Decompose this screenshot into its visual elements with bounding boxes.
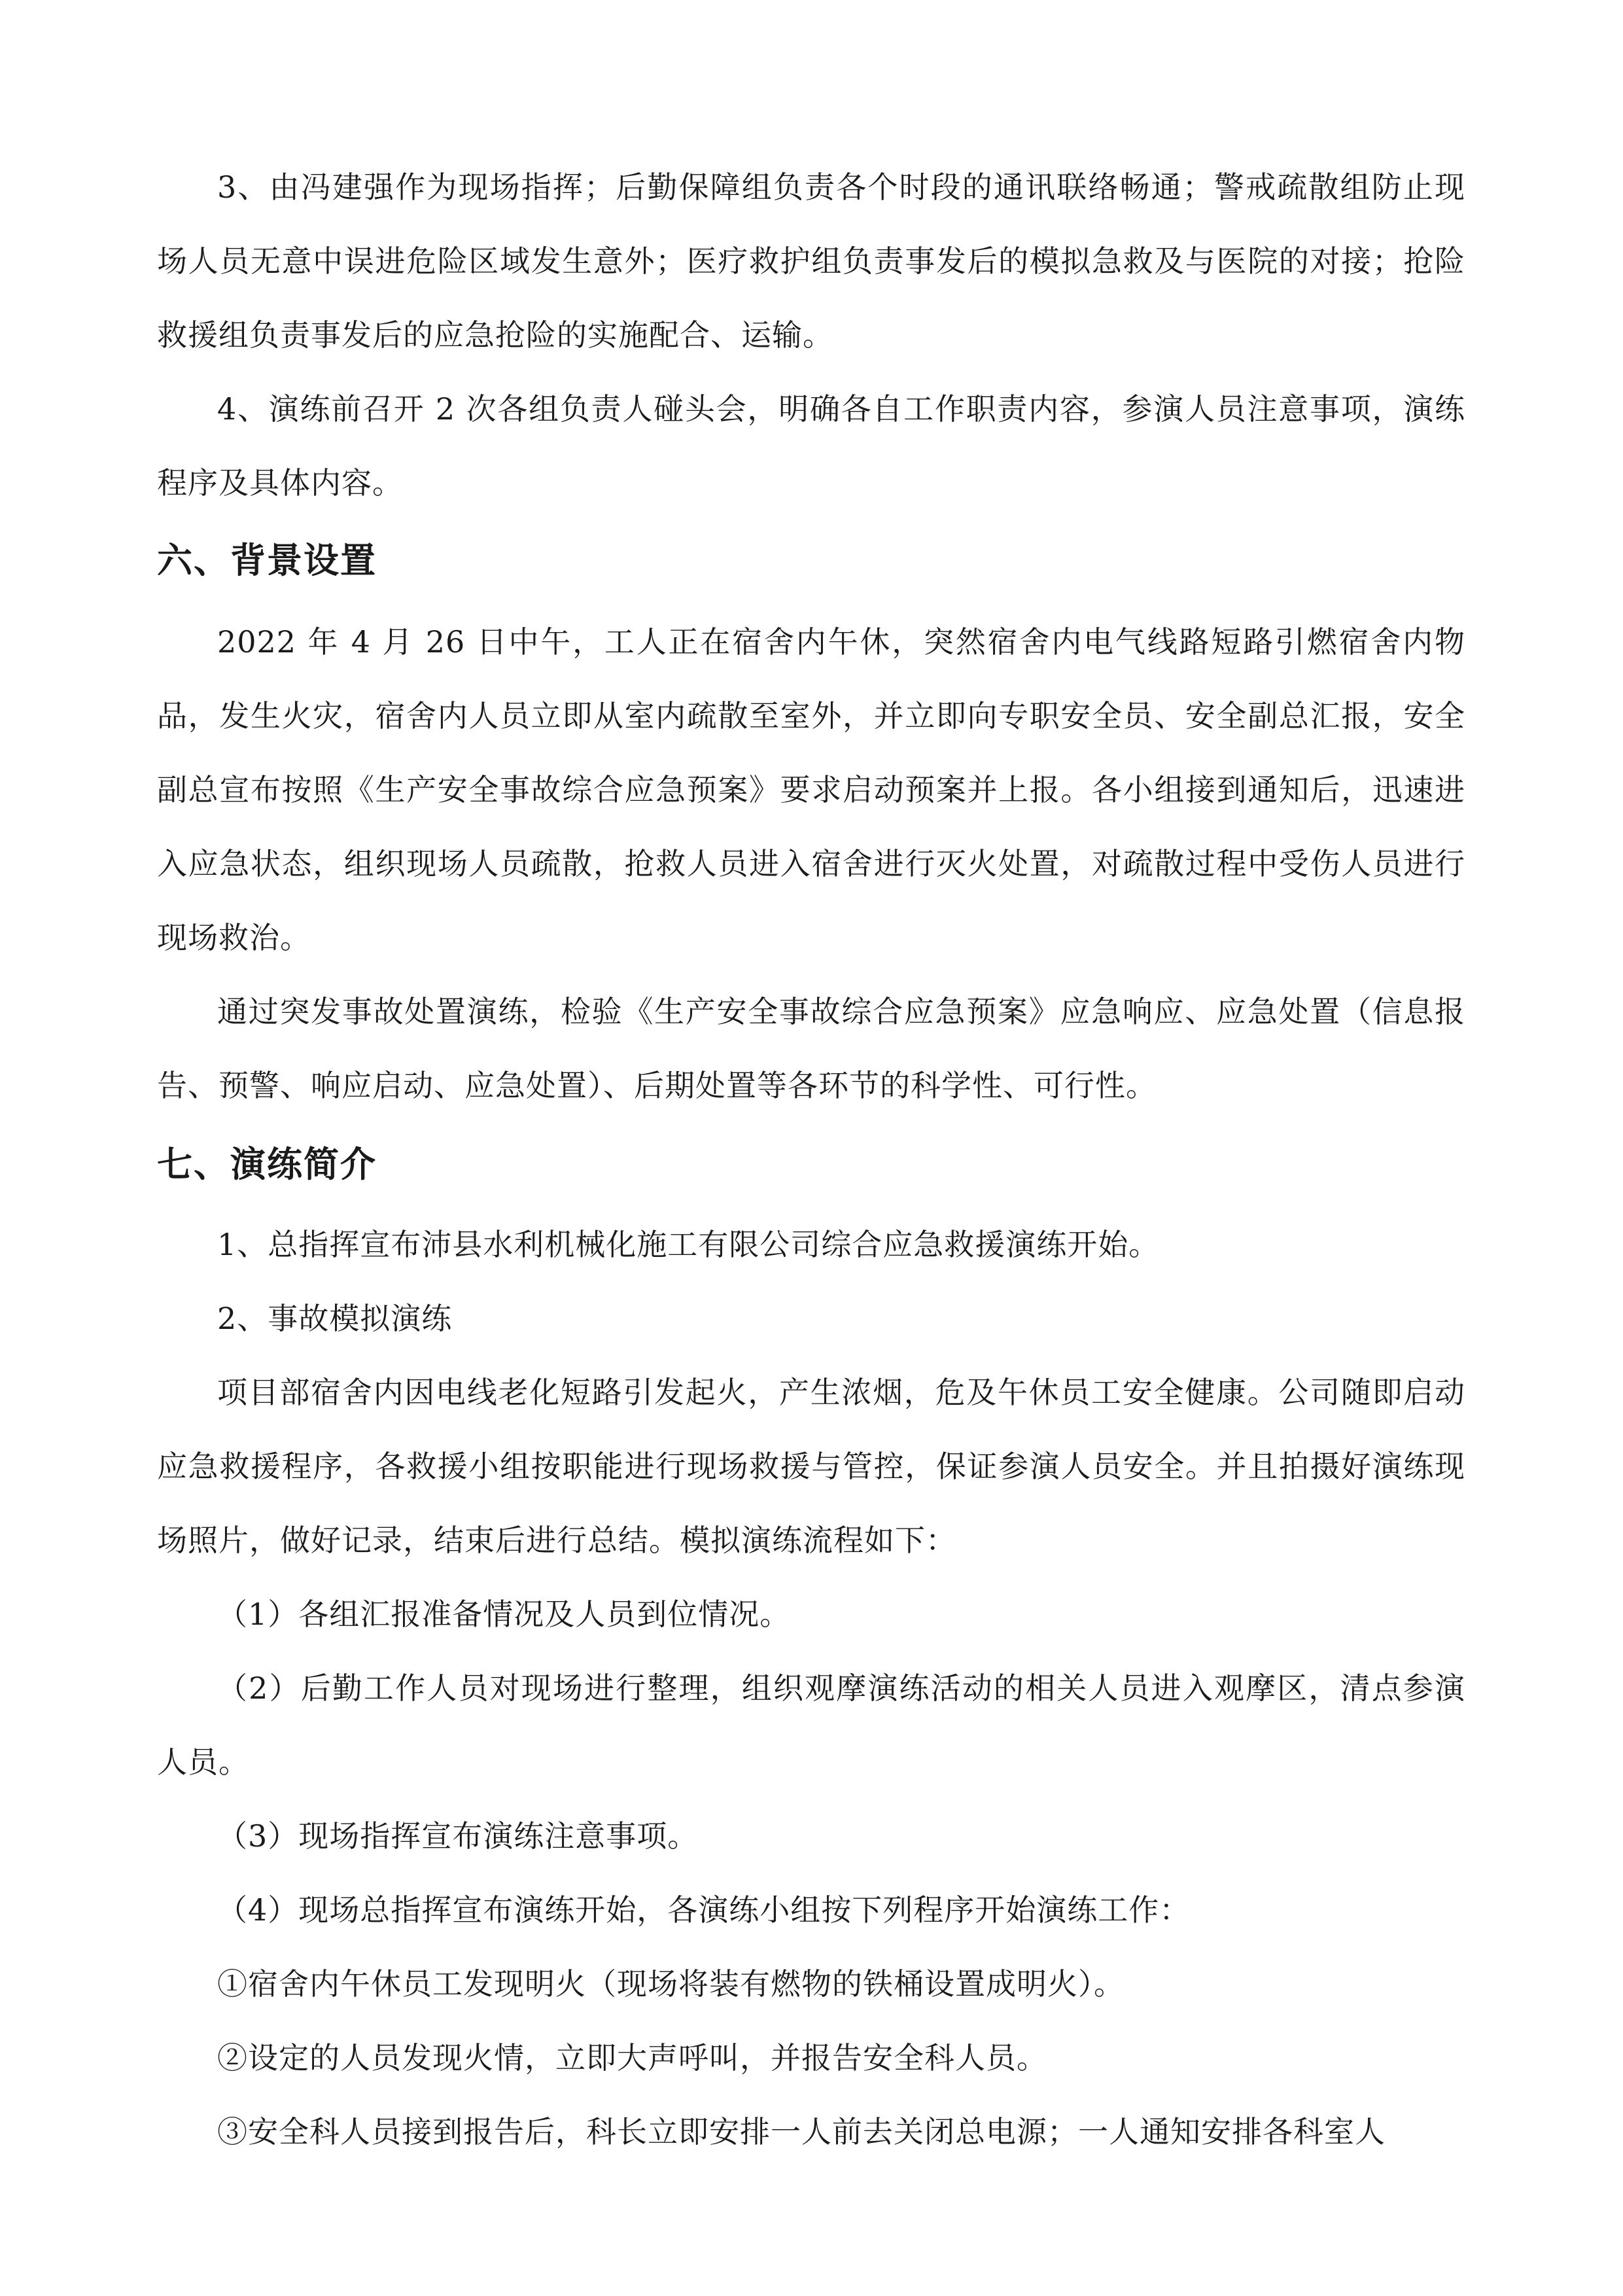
paragraph-substep-1: ①宿舍内午休员工发现明火（现场将装有燃物的铁桶设置成明火）。: [217, 1966, 1125, 2002]
paragraph-drill-description: 项目部宿舍内因电线老化短路引发起火，产生浓烟，危及午休员工安全健康。公司随即启动应急救援程序，各救援小组按职能进行现场救援与管控，保证参演人员安全。并且拍摄好演练现场照片，做好记录，结束后进行总结。模拟演练流程如下：: [157, 1375, 1465, 1558]
paragraph-drill-simulation: 2、事故模拟演练: [217, 1301, 453, 1336]
paragraph-item-4: 4、演练前召开 2 次各组负责人碰头会，明确各自工作职责内容，参演人员注意事项，演练程序及具体内容。: [157, 391, 1465, 501]
paragraph-background-scenario: 2022 年 4 月 26 日中午，工人正在宿舍内午休，突然宿舍内电气线路短路引燃宿舍内物品，发生火灾，宿舍内人员立即从室内疏散至室外，并立即向专职安全员、安全副总汇报，安全副总宣布按照《生产安全事故综合应急预案》要求启动预案并上报。各小组接到通知后，迅速进入应急状态，组织现场人员疏散，抢救人员进入宿舍进行灭火处置，对疏散过程中受伤人员进行现场救治。: [157, 624, 1465, 955]
paragraph-background-purpose: 通过突发事故处置演练，检验《生产安全事故综合应急预案》应急响应、应急处置（信息报告、预警、响应启动、应急处置）、后期处置等各环节的科学性、可行性。: [157, 994, 1465, 1103]
paragraph-step-2: （2）后勤工作人员对现场进行整理，组织观摩演练活动的相关人员进入观摩区，清点参演人员。: [157, 1670, 1465, 1780]
paragraph-item-3: 3、由冯建强作为现场指挥；后勤保障组负责各个时段的通讯联络畅通；警戒疏散组防止现场人员无意中误进危险区域发生意外；医疗救护组负责事发后的模拟急救及与医院的对接；抢险救援组负责事发后的应急抢险的实施配合、运输。: [157, 169, 1465, 353]
paragraph-substep-2: ②设定的人员发现火情，立即大声呼叫，并报告安全科人员。: [217, 2040, 1047, 2075]
section-heading-background: 六、背景设置: [157, 540, 377, 581]
paragraph-drill-start: 1、总指挥宣布沛县水利机械化施工有限公司综合应急救援演练开始。: [217, 1227, 1160, 1262]
paragraph-step-1: （1）各组汇报准备情况及人员到位情况。: [217, 1597, 791, 1632]
paragraph-step-4: （4）现场总指挥宣布演练开始，各演练小组按下列程序开始演练工作：: [217, 1892, 1191, 1928]
section-heading-drill-overview: 七、演练简介: [157, 1144, 377, 1185]
paragraph-substep-3: ③安全科人员接到报告后，科长立即安排一人前去关闭总电源；一人通知安排各科室人: [217, 2114, 1386, 2149]
document-body: [157, 150, 1465, 2169]
paragraph-step-3: （3）现场指挥宣布演练注意事项。: [217, 1818, 699, 1854]
